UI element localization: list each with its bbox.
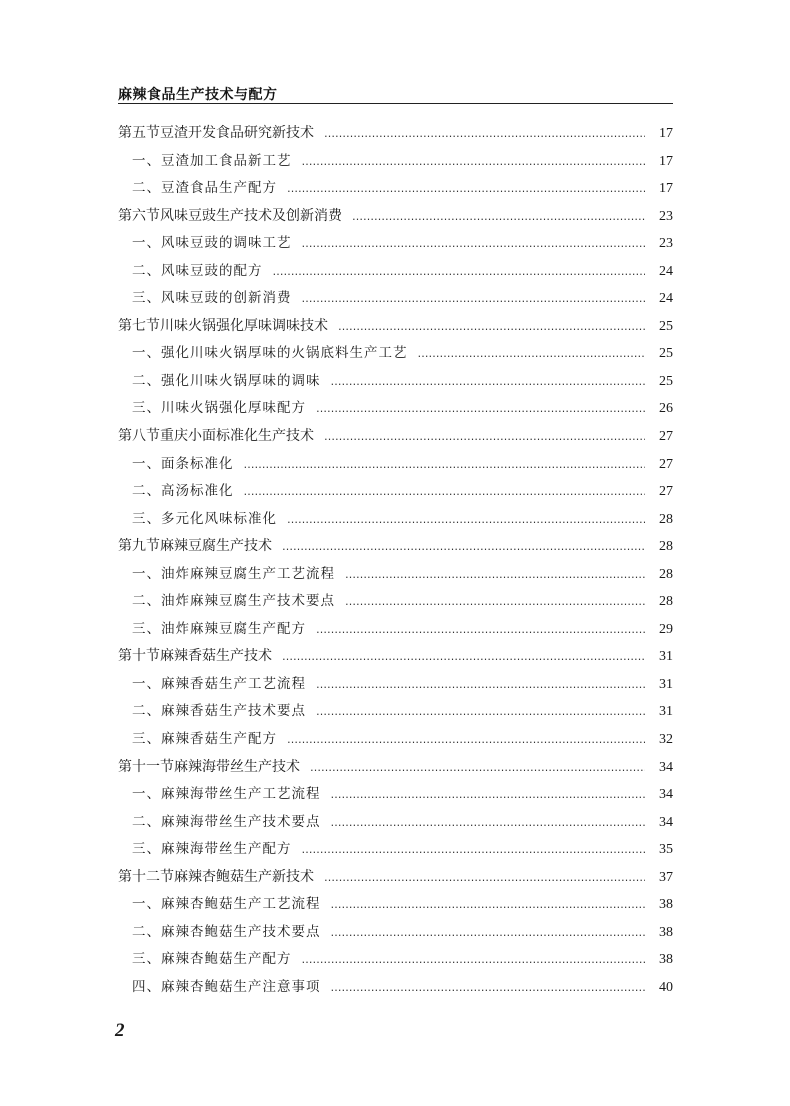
dot-leader: [316, 671, 645, 699]
toc-section-entry: [118, 120, 673, 148]
subsection-title: 一、面条标准化: [132, 455, 234, 472]
dot-leader: [302, 148, 646, 176]
subsection-title: 四、麻辣杏鲍菇生产注意事项: [132, 978, 321, 995]
section-title: 麻辣香菇生产技术: [160, 648, 272, 665]
toc-subsection-entry: [118, 285, 673, 313]
dot-leader: [302, 946, 646, 974]
subsection-title: 一、麻辣杏鲍菇生产工艺流程: [132, 896, 321, 913]
toc-page-number: 38: [659, 924, 673, 940]
dot-leader: [316, 616, 645, 644]
toc-subsection-entry: [118, 588, 673, 616]
toc-page-number: 27: [659, 484, 673, 500]
toc-page-number: 25: [659, 346, 673, 362]
section-number: 第六节: [118, 207, 160, 224]
toc-section-entry: [118, 754, 673, 782]
toc-subsection-entry: [118, 698, 673, 726]
dot-leader: [302, 836, 646, 864]
dot-leader: [331, 891, 646, 919]
dot-leader: [331, 974, 646, 1002]
toc-page-number: 23: [659, 208, 673, 224]
dot-leader: [418, 340, 646, 368]
section-title: 风味豆豉生产技术及创新消费: [160, 207, 342, 224]
subsection-title: 三、多元化风味标准化: [132, 510, 277, 527]
dot-leader: [316, 698, 645, 726]
toc-page-number: 27: [659, 456, 673, 472]
dot-leader: [324, 423, 645, 451]
section-number: 第五节: [118, 125, 160, 141]
toc-section-entry: [118, 203, 673, 231]
dot-leader: [316, 395, 645, 423]
toc-subsection-entry: [118, 946, 673, 974]
section-title: 麻辣海带丝生产技术: [174, 758, 300, 775]
subsection-title: 二、高汤标准化: [132, 483, 234, 500]
dot-leader: [302, 230, 646, 258]
section-title: 川味火锅强化厚味调味技术: [160, 317, 328, 334]
section-number: 第十节: [118, 648, 160, 665]
toc-subsection-entry: [118, 726, 673, 754]
subsection-title: 二、油炸麻辣豆腐生产技术要点: [132, 593, 335, 610]
toc-page-number: 34: [659, 787, 673, 803]
toc-page-number: 35: [659, 842, 673, 858]
subsection-title: 三、风味豆豉的创新消费: [132, 290, 292, 307]
page-number: 2: [115, 1020, 125, 1041]
subsection-title: 三、麻辣香菇生产配方: [132, 731, 277, 748]
dot-leader: [282, 643, 645, 671]
dot-leader: [345, 588, 645, 616]
toc-page-number: 31: [659, 649, 673, 665]
dot-leader: [282, 533, 645, 561]
section-title: 重庆小面标准化生产技术: [160, 428, 314, 445]
toc-subsection-entry: [118, 258, 673, 286]
subsection-title: 一、麻辣海带丝生产工艺流程: [132, 786, 321, 803]
toc-subsection-entry: [118, 919, 673, 947]
toc-subsection-entry: [118, 148, 673, 176]
toc-page-number: 17: [659, 153, 673, 169]
dot-leader: [331, 368, 646, 396]
subsection-title: 二、强化川味火锅厚味的调味: [132, 372, 321, 389]
toc-section-entry: [118, 643, 673, 671]
toc-subsection-entry: [118, 368, 673, 396]
dot-leader: [273, 258, 646, 286]
toc-page-number: 29: [659, 621, 673, 637]
section-number: 第八节: [118, 428, 160, 445]
toc-page-number: 31: [659, 676, 673, 692]
toc-page-number: 28: [659, 566, 673, 582]
subsection-title: 一、豆渣加工食品新工艺: [132, 152, 292, 169]
toc-page-number: 27: [659, 429, 673, 445]
toc-section-entry: [118, 313, 673, 341]
subsection-title: 一、强化川味火锅厚味的火锅底料生产工艺: [132, 345, 408, 362]
toc-page-number: 17: [659, 181, 673, 197]
toc-page-number: 32: [659, 732, 673, 748]
toc-page-number: 37: [659, 869, 673, 885]
toc-page-number: 34: [659, 759, 673, 775]
subsection-title: 二、麻辣杏鲍菇生产技术要点: [132, 923, 321, 940]
toc-page-number: 28: [659, 539, 673, 555]
section-number: 第十二节: [118, 868, 174, 885]
toc-subsection-entry: [118, 974, 673, 1002]
toc-page-number: 38: [659, 952, 673, 968]
dot-leader: [324, 120, 645, 148]
table-of-contents: [118, 120, 673, 1002]
subsection-title: 一、风味豆豉的调味工艺: [132, 235, 292, 252]
toc-subsection-entry: [118, 395, 673, 423]
toc-subsection-entry: [118, 616, 673, 644]
dot-leader: [302, 285, 646, 313]
dot-leader: [338, 313, 645, 341]
dot-leader: [324, 864, 645, 892]
toc-subsection-entry: [118, 230, 673, 258]
toc-subsection-entry: [118, 478, 673, 506]
subsection-title: 二、豆渣食品生产配方: [132, 180, 277, 197]
section-title: 麻辣豆腐生产技术: [160, 538, 272, 555]
toc-subsection-entry: [118, 809, 673, 837]
dot-leader: [287, 506, 645, 534]
subsection-title: 二、麻辣海带丝生产技术要点: [132, 813, 321, 830]
section-title: 麻辣杏鲍菇生产新技术: [174, 868, 314, 885]
subsection-title: 一、麻辣香菇生产工艺流程: [132, 675, 306, 692]
section-number: 第七节: [118, 317, 160, 334]
subsection-title: 三、川味火锅强化厚味配方: [132, 400, 306, 417]
dot-leader: [331, 809, 646, 837]
dot-leader: [345, 561, 645, 589]
toc-subsection-entry: [118, 836, 673, 864]
toc-page-number: 23: [659, 236, 673, 252]
dot-leader: [331, 919, 646, 947]
toc-subsection-entry: [118, 506, 673, 534]
toc-subsection-entry: [118, 781, 673, 809]
section-number: 第九节: [118, 538, 160, 555]
subsection-title: 二、麻辣香菇生产技术要点: [132, 703, 306, 720]
dot-leader: [244, 451, 646, 479]
dot-leader: [310, 754, 645, 782]
toc-subsection-entry: [118, 891, 673, 919]
section-title: 豆渣开发食品研究新技术: [160, 125, 314, 141]
header-rule: [118, 103, 673, 104]
toc-page-number: 28: [659, 511, 673, 527]
toc-page-number: 34: [659, 814, 673, 830]
subsection-title: 一、油炸麻辣豆腐生产工艺流程: [132, 565, 335, 582]
toc-page-number: 25: [659, 318, 673, 334]
toc-subsection-entry: [118, 671, 673, 699]
subsection-title: 三、麻辣海带丝生产配方: [132, 841, 292, 858]
toc-page-number: 26: [659, 401, 673, 417]
toc-section-entry: [118, 864, 673, 892]
toc-page-number: 28: [659, 594, 673, 610]
toc-subsection-entry: [118, 340, 673, 368]
toc-page-number: 25: [659, 373, 673, 389]
dot-leader: [287, 175, 645, 203]
subsection-title: 三、麻辣杏鲍菇生产配方: [132, 951, 292, 968]
running-header: 麻辣食品生产技术与配方: [118, 87, 278, 103]
toc-subsection-entry: [118, 451, 673, 479]
dot-leader: [287, 726, 645, 754]
toc-section-entry: [118, 533, 673, 561]
toc-section-entry: [118, 423, 673, 451]
toc-page-number: 40: [659, 979, 673, 995]
toc-page-number: 38: [659, 897, 673, 913]
subsection-title: 三、油炸麻辣豆腐生产配方: [132, 620, 306, 637]
subsection-title: 二、风味豆豉的配方: [132, 262, 263, 279]
dot-leader: [331, 781, 646, 809]
toc-page-number: 17: [659, 126, 673, 141]
section-number: 第十一节: [118, 758, 174, 775]
toc-subsection-entry: [118, 561, 673, 589]
dot-leader: [352, 203, 645, 231]
toc-page-number: 24: [659, 263, 673, 279]
toc-subsection-entry: [118, 175, 673, 203]
toc-page-number: 31: [659, 704, 673, 720]
dot-leader: [244, 478, 646, 506]
toc-page-number: 24: [659, 291, 673, 307]
